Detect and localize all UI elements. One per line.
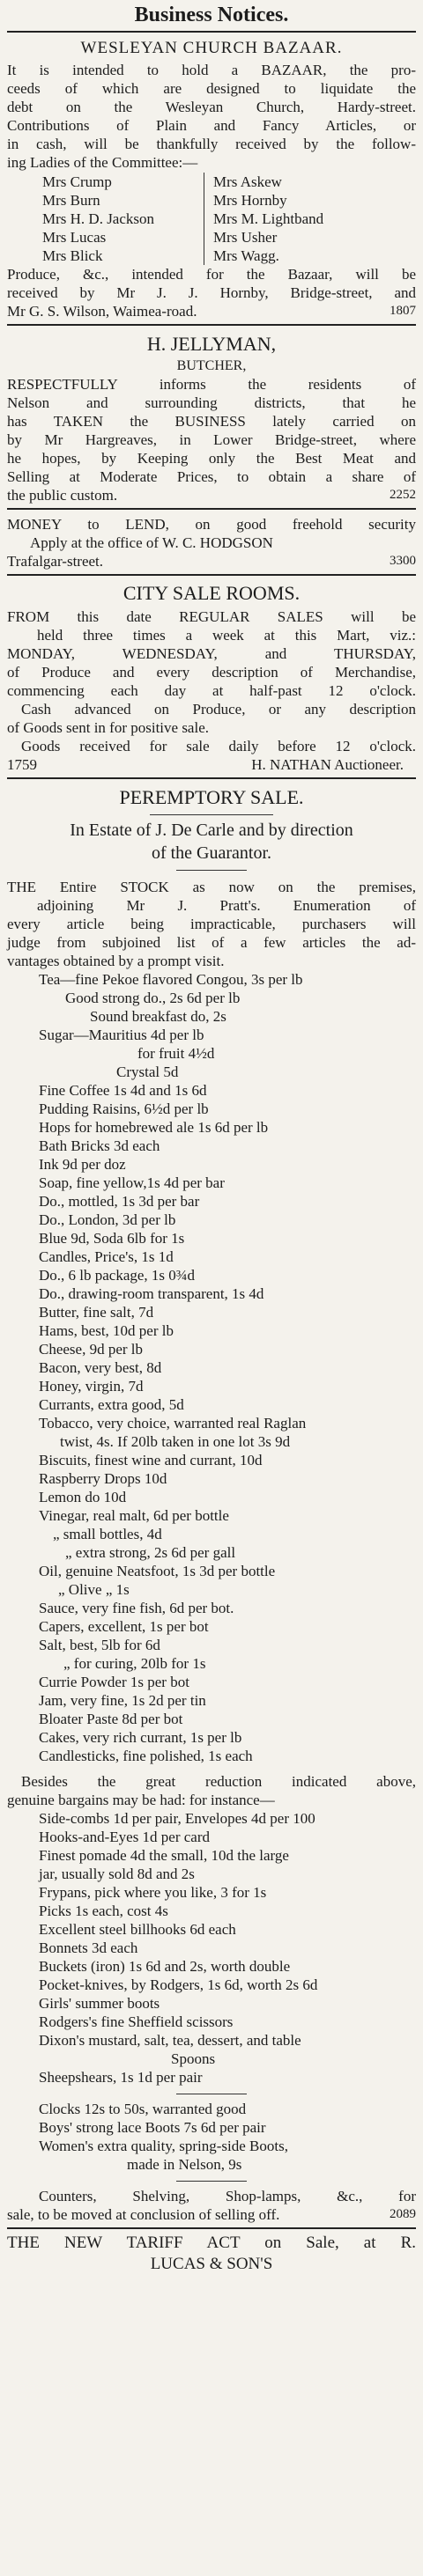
stock-item: „ extra strong, 2s 6d per gall: [65, 1544, 236, 1561]
city-sale-title: CITY SALE ROOMS.: [122, 582, 301, 604]
stock-item: twist, 4s. If 20lb taken in one lot 3s 9d: [60, 1433, 291, 1450]
text-line: THE Entire STOCK as now on the premises,: [7, 879, 416, 895]
stock-item: Jam, very fine, 1s 2d per tin: [39, 1692, 206, 1709]
subtitle-line: of the Guarantor.: [151, 843, 272, 863]
committee-member: Mrs Askew: [213, 173, 282, 190]
text-line: MONDAY, WEDNESDAY, and THURSDAY,: [7, 645, 416, 662]
text-line: Produce, &c., intended for the Bazaar, will be: [7, 266, 416, 283]
text-line: Contributions of Plain and Fancy Articles, or: [7, 117, 416, 134]
short-rule: [176, 2181, 247, 2182]
subtitle-line: In Estate of J. De Carle and by direction: [70, 821, 353, 840]
text-span: the public custom.: [7, 487, 118, 504]
stock-item: Clocks 12s to 50s, warranted good: [39, 2101, 247, 2117]
stock-item: Pocket-knives, by Rodgers, 1s 6d, worth 2s 6d: [39, 1976, 318, 1993]
stock-item: Rodgers's fine Sheffield scissors: [39, 2013, 234, 2030]
money-notice: [7, 515, 416, 570]
committee-member: Mrs Blick: [42, 247, 103, 264]
text-line: THE NEW TARIFF ACT on Sale, at R.: [7, 2234, 416, 2252]
notice-number: 1759: [7, 756, 37, 773]
divider: [7, 777, 416, 779]
text-line: genuine bargains may be had: for instance—: [7, 1792, 275, 1808]
text-line: [7, 486, 416, 504]
stock-item: Frypans, pick where you like, 3 for 1s: [39, 1884, 267, 1901]
clock-boot-items-list: [7, 2100, 416, 2174]
text-line: [7, 552, 416, 570]
text-line: Cash advanced on Produce, or any description: [21, 701, 416, 718]
stock-item: Picks 1s each, cost 4s: [39, 1903, 168, 1919]
text-line: FROM this date REGULAR SALES will be: [7, 608, 416, 625]
stock-item: Salt, best, 5lb for 6d: [39, 1637, 160, 1653]
divider: [7, 508, 416, 510]
city-sale-notice: [7, 579, 416, 774]
committee-member: Mrs Crump: [42, 173, 112, 190]
committee-right: [204, 173, 323, 265]
stock-item: Buckets (iron) 1s 6d and 2s, worth double: [39, 1958, 291, 1975]
peremptory-sale-notice: [7, 783, 416, 2224]
jellyman-notice: [7, 331, 416, 504]
advertiser-name: H. JELLYMAN,: [146, 333, 277, 355]
text-line: Apply at the office of W. C. HODGSON: [30, 534, 273, 551]
text-line: Counters, Shelving, Shop-lamps, &c., for: [39, 2188, 416, 2204]
divider: [7, 574, 416, 576]
committee-member: Mrs Lucas: [42, 229, 107, 246]
stock-item: Girls' summer boots: [39, 1995, 160, 2012]
peremptory-intro: [7, 878, 416, 970]
text-line: LUCAS & SON'S: [150, 2255, 273, 2273]
stock-item: Vinegar, real malt, 6d per bottle: [39, 1507, 229, 1524]
stock-item: Raspberry Drops 10d: [39, 1470, 167, 1487]
stock-item: Cakes, very rich currant, 1s per lb: [39, 1729, 242, 1746]
besides-paragraph: [7, 1772, 416, 1809]
notice-number: 2089: [390, 2207, 416, 2221]
stock-item: Women's extra quality, spring-side Boots,: [39, 2138, 288, 2154]
text-line: held three times a week at this Mart, viz.:: [37, 627, 416, 644]
stock-item: Butter, fine salt, 7d: [39, 1304, 154, 1321]
text-line: judge from subjoined list of a few articles the ad-: [7, 934, 416, 951]
bazaar-notice: [7, 36, 416, 320]
bazaar-closing: [7, 265, 416, 320]
stock-item: Candles, Price's, 1s 1d: [39, 1248, 174, 1265]
text-line: Selling at Moderate Prices, to obtain a share of: [7, 468, 416, 485]
stock-item: made in Nelson, 9s: [127, 2156, 242, 2173]
notice-number: 2252: [390, 488, 416, 502]
stock-item: „ for curing, 20lb for 1s: [63, 1655, 206, 1672]
stock-item: Bath Bricks 3d each: [39, 1137, 160, 1154]
text-line: has TAKEN the BUSINESS lately carried on: [7, 413, 416, 430]
stock-item: Dixon's mustard, salt, tea, dessert, and table: [39, 2032, 301, 2049]
stock-item: Spoons: [171, 2050, 216, 2067]
stock-item: Hooks-and-Eyes 1d per card: [39, 1829, 211, 1845]
stock-item: „ small bottles, 4d: [53, 1526, 162, 1542]
stock-item: Sugar—Mauritius 4d per lb: [39, 1027, 204, 1043]
stock-item: Tea—fine Pekoe flavored Congou, 3s per lb: [39, 971, 303, 988]
committee-member: Mrs H. D. Jackson: [42, 210, 155, 227]
text-line: [7, 302, 416, 320]
business-notices-page: [7, 0, 416, 2275]
text-span: Trafalgar-street.: [7, 553, 104, 570]
bazaar-title: WESLEYAN CHURCH BAZAAR.: [80, 39, 343, 57]
text-line: [7, 2205, 416, 2224]
stock-item: Cheese, 9d per lb: [39, 1341, 144, 1358]
notice-number: 1807: [390, 304, 416, 318]
stock-item: Do., 6 lb package, 1s 0¾d: [39, 1267, 196, 1284]
text-line: vantages obtained by a prompt visit.: [7, 953, 225, 969]
text-line: adjoining Mr J. Pratt's. Enumeration of: [37, 897, 416, 914]
text-line: received by Mr J. J. Hornby, Bridge-street, and: [7, 284, 416, 301]
stock-item: Tobacco, very choice, warranted real Raglan: [39, 1415, 307, 1432]
text-line: commencing each day at half-past 12 o'clock.: [7, 682, 416, 699]
stock-item: Sauce, very fine fish, 6d per bot.: [39, 1600, 234, 1616]
peremptory-closing: [7, 2187, 416, 2224]
divider: [7, 31, 416, 33]
tariff-notice: [7, 2233, 416, 2275]
text-line: Nelson and surrounding districts, that he: [7, 394, 416, 411]
stock-item: Do., drawing-room transparent, 1s 4d: [39, 1285, 264, 1302]
stock-item: Pudding Raisins, 6½d per lb: [39, 1100, 209, 1117]
committee-member: Mrs Wagg.: [213, 247, 279, 264]
short-rule: [176, 870, 247, 871]
text-line: It is intended to hold a BAZAAR, the pro-: [7, 62, 416, 78]
stock-item: Honey, virgin, 7d: [39, 1378, 144, 1395]
bargain-items-list: [7, 1809, 416, 2087]
committee-member: Mrs Hornby: [213, 192, 287, 209]
text-line: ceeds of which are designed to liquidate the: [7, 80, 416, 97]
stock-item: Good strong do., 2s 6d per lb: [65, 990, 241, 1006]
stock-item: Crystal 5d: [116, 1064, 179, 1080]
notice-number: 3300: [390, 554, 416, 568]
stock-item: Soap, fine yellow,1s 4d per bar: [39, 1174, 225, 1191]
stock-item: Sound breakfast do, 2s: [90, 1008, 226, 1025]
stock-item: Do., mottled, 1s 3d per bar: [39, 1193, 200, 1210]
stock-item: Blue 9d, Soda 6lb for 1s: [39, 1230, 185, 1247]
text-line: debt on the Wesleyan Church, Hardy-street.: [7, 99, 416, 115]
stock-item: Currie Powder 1s per bot: [39, 1674, 189, 1690]
stock-item: Hams, best, 10d per lb: [39, 1322, 174, 1339]
stock-item: Fine Coffee 1s 4d and 1s 6d: [39, 1082, 207, 1099]
committee-left: [42, 173, 204, 265]
text-line: of Produce and every description of Merchandise,: [7, 664, 416, 681]
stock-item: for fruit 4½d: [137, 1045, 215, 1062]
stock-item: Side-combs 1d per pair, Envelopes 4d per 100: [39, 1810, 315, 1827]
text-span: Mr G. S. Wilson, Waimea-road.: [7, 303, 197, 320]
committee-member: Mrs M. Lightband: [213, 210, 324, 227]
short-rule: [150, 814, 273, 815]
stock-item: Finest pomade 4d the small, 10d the large: [39, 1847, 289, 1864]
text-line: of Goods sent in for positive sale.: [7, 719, 209, 736]
stock-item: Lemon do 10d: [39, 1489, 127, 1505]
stock-item: Boys' strong lace Boots 7s 6d per pair: [39, 2119, 266, 2136]
text-line: he hopes, by Keeping only the Best Meat and: [7, 450, 416, 467]
stock-item: Ink 9d per doz: [39, 1156, 126, 1173]
stock-item: Excellent steel billhooks 6d each: [39, 1921, 236, 1938]
text-line: in cash, will be thankfully received by the follow-: [7, 136, 416, 152]
peremptory-title: PEREMPTORY SALE.: [119, 786, 304, 808]
committee-member: Mrs Burn: [42, 192, 100, 209]
stock-item: Bonnets 3d each: [39, 1939, 138, 1956]
text-line: by Mr Hargreaves, in Lower Bridge-street, where: [7, 431, 416, 448]
stock-item: Capers, excellent, 1s per bot: [39, 1618, 209, 1635]
stock-item: jar, usually sold 8d and 2s: [39, 1866, 195, 1882]
stock-item: Bloater Paste 8d per bot: [39, 1711, 183, 1727]
text-span: sale, to be moved at conclusion of selling off.: [7, 2206, 280, 2223]
text-line: every article being impracticable, purchasers will: [7, 916, 416, 932]
stock-item: Hops for homebrewed ale 1s 6d per lb: [39, 1119, 269, 1136]
text-line: Besides the great reduction indicated above,: [21, 1773, 416, 1790]
divider: [7, 324, 416, 326]
stock-item: „ Olive „ 1s: [58, 1581, 130, 1598]
auctioneer-signature: H. NATHAN Auctioneer.: [251, 756, 404, 773]
committee-member: Mrs Usher: [213, 229, 278, 246]
advertiser-trade: BUTCHER,: [176, 358, 247, 373]
stock-item: Biscuits, finest wine and currant, 10d: [39, 1452, 263, 1468]
stock-items-list: [7, 970, 416, 1765]
text-line: MONEY to LEND, on good freehold security: [7, 516, 416, 533]
text-line: Goods received for sale daily before 12 o'clock.: [21, 738, 416, 754]
signature-line: [7, 755, 416, 774]
section-header: Business Notices.: [134, 4, 289, 26]
text-line: ing Ladies of the Committee:—: [7, 154, 198, 171]
committee-list: [42, 173, 416, 265]
stock-item: Oil, genuine Neatsfoot, 1s 3d per bottle: [39, 1563, 276, 1579]
stock-item: Currants, extra good, 5d: [39, 1396, 184, 1413]
stock-item: Bacon, very best, 8d: [39, 1359, 162, 1376]
text-line: RESPECTFULLY informs the residents of: [7, 376, 416, 393]
bazaar-intro: [7, 61, 416, 172]
divider: [7, 2227, 416, 2229]
stock-item: Candlesticks, fine polished, 1s each: [39, 1748, 253, 1764]
stock-item: Sheepshears, 1s 1d per pair: [39, 2069, 203, 2086]
stock-item: Do., London, 3d per lb: [39, 1211, 176, 1228]
